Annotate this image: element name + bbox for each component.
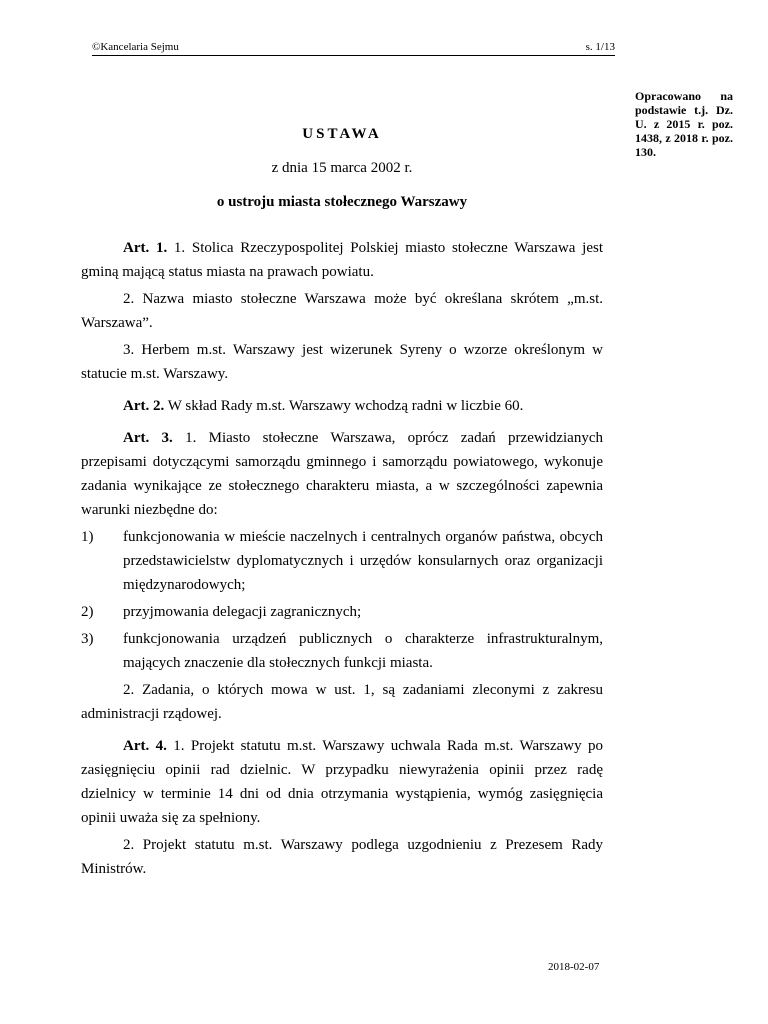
art1-paragraph-3: 3. Herbem m.st. Warszawy jest wizerunek Syreny o wzorze określonym w statucie m.st. Warszawy.	[81, 342, 603, 382]
document-subject: o ustroju miasta stołecznego Warszawy	[216, 194, 468, 210]
list-item-text: funkcjonowania w mieście naczelnych i centralnych organów państwa, obcych przedstawicielstw dyplomatycznych i urzędów konsularnych oraz organizacji międzynarodowych;	[123, 529, 603, 593]
art4-paragraph-1	[81, 734, 603, 830]
art2-paragraph-1	[81, 394, 603, 418]
article-label: Art. 4.	[123, 738, 167, 754]
header-page-number: s. 1/13	[585, 41, 615, 53]
list-item-number: 3)	[81, 631, 94, 647]
art4-paragraph-2: 2. Projekt statutu m.st. Warszawy podlega uzgodnieniu z Prezesem Rady Ministrów.	[81, 837, 603, 877]
header-publisher: ©Kancelaria Sejmu	[92, 41, 179, 53]
list-item	[81, 627, 603, 675]
list-item	[81, 525, 603, 597]
side-note: Opracowano na podstawie t.j. Dz. U. z 2015 r. poz. 1438, z 2018 r. poz. 130.	[635, 89, 733, 159]
art1-paragraph-2: 2. Nazwa miasto stołeczne Warszawa może być określana skrótem „m.st. Warszawa”.	[81, 291, 603, 331]
art3-paragraph-2: 2. Zadania, o których mowa w ust. 1, są zadaniami zleconymi z zakresu administracji rządowej.	[81, 682, 603, 722]
paragraph-text: 1. Stolica Rzeczypospolitej Polskiej miasto stołeczne Warszawa jest gminą mającą status miasta na prawach powiatu.	[81, 240, 603, 280]
art1-paragraph-1	[81, 236, 603, 284]
article-label: Art. 1.	[123, 240, 168, 256]
list-item-text: przyjmowania delegacji zagranicznych;	[123, 604, 362, 620]
paragraph-text: W skład Rady m.st. Warszawy wchodzą radni w liczbie 60.	[164, 398, 524, 414]
paragraph-text: 1. Projekt statutu m.st. Warszawy uchwala Rada m.st. Warszawy po zasięgnięciu opinii rad dzielnic. W przypadku niewyrażenia opinii przez radę dzielnicy w terminie 14 dni od dnia otrzymania wystąpienia, wymóg zasięgnięcia opinii uważa się za spełniony.	[81, 738, 603, 826]
article-label: Art. 3.	[123, 430, 173, 446]
art3-paragraph-1	[81, 426, 603, 522]
list-item-number: 1)	[81, 529, 94, 545]
list-item	[81, 600, 603, 624]
document-date: z dnia 15 marca 2002 r.	[271, 160, 413, 176]
document-body	[81, 122, 603, 884]
article-label: Art. 2.	[123, 398, 165, 414]
list-item-text: funkcjonowania urządzeń publicznych o charakterze infrastrukturalnym, mających znaczenie dla stołecznych funkcji miasta.	[123, 631, 603, 671]
footer-date: 2018-02-07	[548, 961, 600, 973]
list-item-number: 2)	[81, 604, 94, 620]
page-header	[92, 40, 615, 56]
document-title: USTAWA	[302, 126, 382, 142]
paragraph-text: 1. Miasto stołeczne Warszawa, oprócz zadań przewidzianych przepisami dotyczącymi samorządu gminnego i samorządu powiatowego, wykonuje zadania wynikające ze stołecznego charakteru miasta, a w szczególności zapewnia warunki niezbędne do:	[81, 430, 603, 518]
